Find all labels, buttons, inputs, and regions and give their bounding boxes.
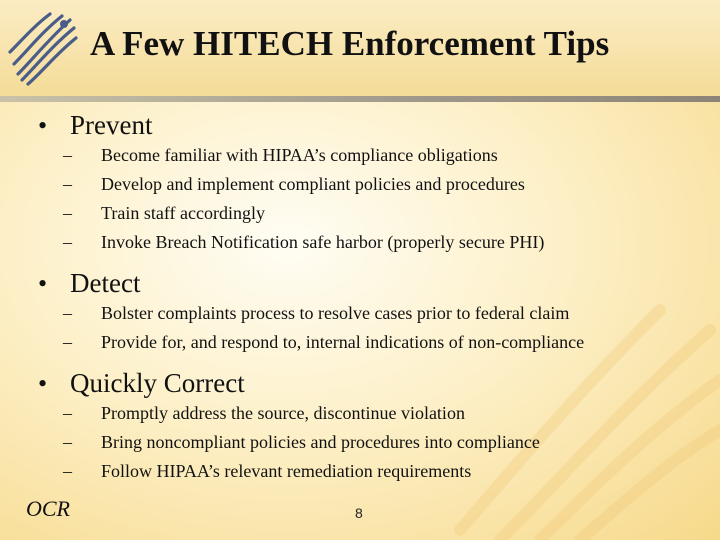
list-item-text: Promptly address the source, discontinue violation [101, 403, 465, 423]
bullet-icon: • [38, 269, 48, 298]
list-item-text: Bolster complaints process to resolve cases prior to federal claim [101, 303, 570, 323]
bullet-icon: • [38, 111, 48, 140]
list-item [63, 174, 544, 203]
dash-icon: – [63, 432, 72, 452]
list-item-text: Provide for, and respond to, internal indications of non-compliance [101, 332, 585, 352]
dash-icon: – [63, 203, 72, 223]
list-item [63, 303, 584, 332]
section-quickly-correct [38, 368, 540, 490]
dash-icon: – [63, 145, 72, 165]
section-heading-quickly-correct: Quickly Correct [70, 368, 245, 398]
list-item-text: Follow HIPAA’s relevant remediation requirements [101, 461, 472, 481]
slide-title: A Few HITECH Enforcement Tips [90, 24, 610, 63]
list-item-text: Develop and implement compliant policies and procedures [101, 174, 525, 194]
quickly-correct-list [38, 403, 540, 490]
list-item [63, 403, 540, 432]
list-item [63, 145, 544, 174]
dash-icon: – [63, 232, 72, 252]
detect-list [38, 303, 584, 361]
section-prevent [38, 110, 544, 261]
page-number: 8 [355, 505, 363, 521]
list-item-text: Train staff accordingly [101, 203, 265, 223]
list-item [63, 461, 540, 490]
dash-icon: – [63, 332, 72, 352]
section-heading-detect: Detect [70, 268, 141, 298]
dash-icon: – [63, 303, 72, 323]
list-item-text: Bring noncompliant policies and procedures into compliance [101, 432, 540, 452]
dash-icon: – [63, 174, 72, 194]
prevent-list [38, 145, 544, 261]
list-item-text: Become familiar with HIPAA’s compliance obligations [101, 145, 498, 165]
footer-ocr-label: OCR [26, 496, 70, 521]
dash-icon: – [63, 403, 72, 423]
bullet-icon: • [38, 369, 48, 398]
section-detect [38, 268, 584, 361]
list-item [63, 432, 540, 461]
list-item [63, 332, 584, 361]
section-heading-prevent: Prevent [70, 110, 153, 140]
header-divider [0, 96, 720, 102]
dash-icon: – [63, 461, 72, 481]
list-item-text: Invoke Breach Notification safe harbor (properly secure PHI) [101, 232, 545, 252]
list-item [63, 203, 544, 232]
list-item [63, 232, 544, 261]
